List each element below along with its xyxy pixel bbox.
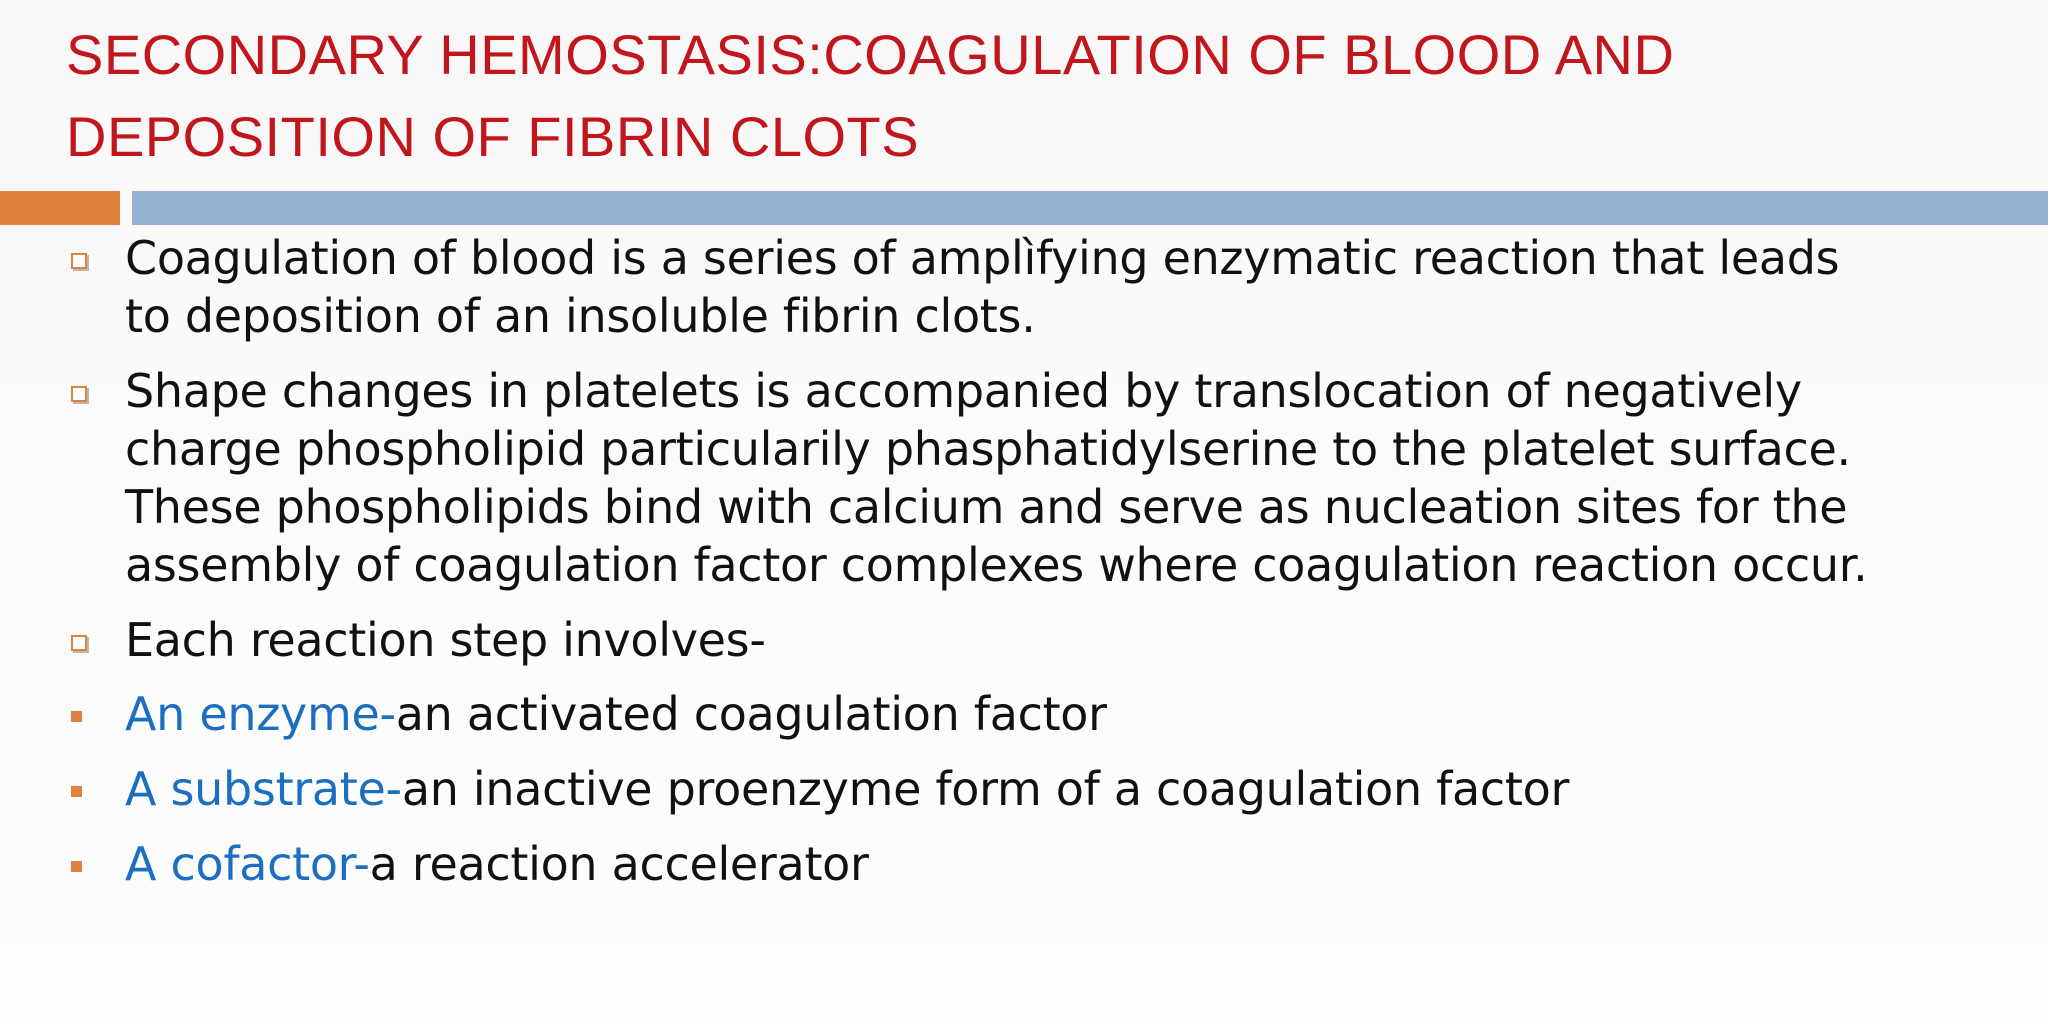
- term-substrate: A substrate-: [125, 762, 402, 816]
- checkbox-bullet-icon: [71, 386, 87, 402]
- definition-enzyme: an activated coagulation factor: [395, 687, 1107, 741]
- bullet-item-1: [125, 229, 2005, 345]
- sub-item-cofactor-text: [125, 835, 2005, 893]
- sub-item-cofactor: [125, 835, 2005, 893]
- square-bullet-icon: [71, 861, 82, 872]
- square-bullet-icon: [71, 711, 82, 722]
- checkbox-bullet-icon: [71, 253, 87, 269]
- bullet-3-line-1: Each reaction step involves-: [125, 613, 766, 667]
- bullet-item-3: [125, 611, 2005, 669]
- bullet-2-line-4: assembly of coagulation factor complexes where coagulation reaction occur.: [125, 538, 1868, 592]
- term-enzyme: An enzyme-: [125, 687, 396, 741]
- slide-title-line-1: SECONDARY HEMOSTASIS:COAGULATION OF BLOOD AND: [66, 23, 1675, 86]
- bullet-1-line-1: Coagulation of blood is a series of amplìfying enzymatic reaction that leads: [125, 231, 1840, 285]
- sub-item-substrate-text: [125, 760, 2005, 818]
- definition-substrate: an inactive proenzyme form of a coagulation factor: [401, 762, 1570, 816]
- title-divider-bar: [132, 191, 2048, 225]
- definition-cofactor: a reaction accelerator: [369, 837, 869, 891]
- sub-item-enzyme: [125, 685, 2005, 743]
- slide-title-line-2: DEPOSITION OF FIBRIN CLOTS: [66, 105, 920, 168]
- sub-item-substrate: [125, 760, 2005, 818]
- slide-title: [66, 14, 1946, 178]
- bullet-2-line-3: These phospholipids bind with calcium and serve as nucleation sites for the: [125, 480, 1848, 534]
- term-cofactor: A cofactor-: [125, 837, 370, 891]
- bullet-item-2: [125, 362, 2005, 594]
- square-bullet-icon: [71, 786, 82, 797]
- bullet-1-line-2: to deposition of an insoluble fibrin clots.: [125, 289, 1036, 343]
- checkbox-bullet-icon: [71, 635, 87, 651]
- bullet-2-line-2: charge phospholipid particularily phasphatidylserine to the platelet surface.: [125, 422, 1851, 476]
- title-divider-accent: [0, 191, 120, 225]
- bullet-2-line-1: Shape changes in platelets is accompanied by translocation of negatively: [125, 364, 1802, 418]
- sub-item-enzyme-text: [125, 685, 2005, 743]
